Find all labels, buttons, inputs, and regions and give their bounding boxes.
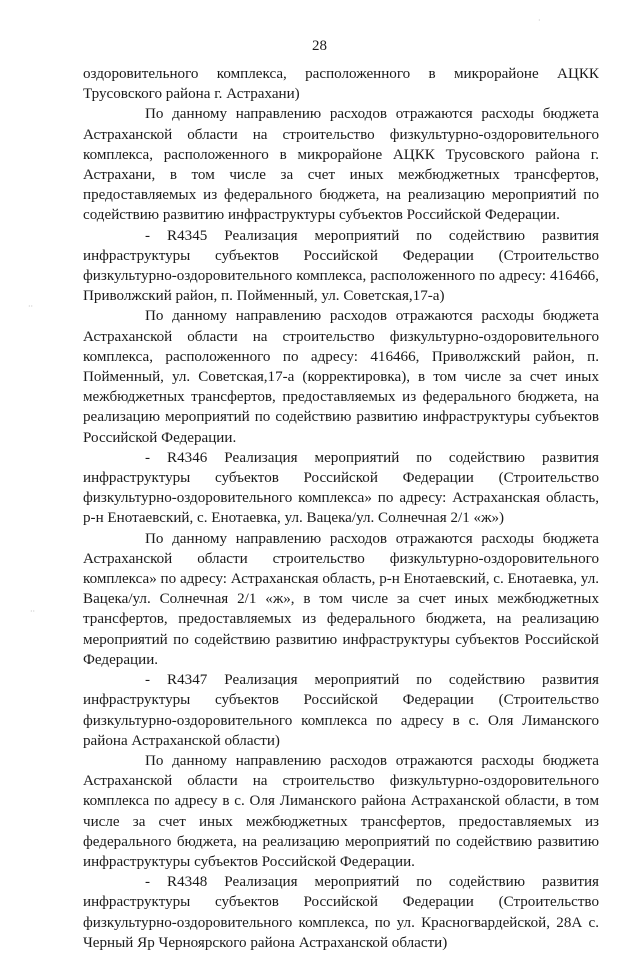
scan-artifact-mark: ·· bbox=[28, 302, 34, 311]
paragraph-description: По данному направлению расходов отражаются расходы бюджета Астраханской области на строительство физкультурно-оздоровительного комплекса, расположенного по адресу: 416466, Приволжский район, п. Пойменный, ул. Советская,17-а (корректировка), в том числе за счет иных межбюджетных трансфертов, предоставляемых из федерального бюджета, на реализацию мероприятий по содействию развитию инфраструктуры субъектов Российской Федерации. bbox=[83, 308, 599, 446]
scan-artifact-mark: ·· bbox=[30, 607, 36, 616]
scan-artifact-mark: · bbox=[538, 16, 541, 25]
page-number: 28 bbox=[312, 38, 327, 54]
paragraph-code-r4346: - R4346 Реализация мероприятий по содействию развития инфраструктуры субъектов Российской Федерации (Строительство физкультурно-оздоровительного комплекса» по адресу: Астраханская область, р-н Енотаевский, с. Енотаевка, ул. Вацека/ул. Солнечная 2/1 «ж») bbox=[83, 449, 599, 527]
document-body bbox=[83, 64, 599, 953]
paragraph-continuation: оздоровительного комплекса, расположенного в микрорайоне АЦКК Трусовского района г. Астрахани) bbox=[83, 66, 599, 103]
paragraph-description: По данному направлению расходов отражаются расходы бюджета Астраханской области на строительство физкультурно-оздоровительного комплекса, расположенного в микрорайоне АЦКК Трусовского района г. Астрахани, в том числе за счет иных межбюджетных трансфертов, предоставляемых из федерального бюджета, на реализацию мероприятий по содействию развитию инфраструктуры субъектов Российской Федерации. bbox=[83, 106, 599, 224]
paragraph-description: По данному направлению расходов отражаются расходы бюджета Астраханской области строительство физкультурно-оздоровительного комплекса» по адресу: Астраханская область, р-н Енотаевский, с. Енотаевка, ул. Вацека/ул. Солнечная 2/1 «ж», в том числе за счет иных межбюджетных трансфертов, предоставляемых из федерального бюджета, на реализацию мероприятий по содействию развитию инфраструктуры субъектов Российской Федерации. bbox=[83, 530, 599, 668]
paragraph-description: По данному направлению расходов отражаются расходы бюджета Астраханской области на строительство физкультурно-оздоровительного комплекса по адресу в с. Оля Лиманского района Астраханской области, в том числе за счет иных межбюджетных трансфертов, предоставляемых из федерального бюджета, на реализацию мероприятий по содействию развитию инфраструктуры субъектов Российской Федерации. bbox=[83, 752, 599, 870]
paragraph-code-r4345: - R4345 Реализация мероприятий по содействию развития инфраструктуры субъектов Российской Федерации (Строительство физкультурно-оздоровительного комплекса, расположенного по адресу: 416466, Приволжский район, п. Пойменный, ул. Советская,17-а) bbox=[83, 227, 599, 305]
paragraph-code-r4348: - R4348 Реализация мероприятий по содействию развития инфраструктуры субъектов Российской Федерации (Строительство физкультурно-оздоровительного комплекса, по ул. Красногвардейской, 28А с. Черный Яр Черноярского района Астраханской области) bbox=[83, 874, 599, 951]
paragraph-code-r4347: - R4347 Реализация мероприятий по содействию развития инфраструктуры субъектов Российской Федерации (Строительство физкультурно-оздоровительного комплекса по адресу в с. Оля Лиманского района Астраханской области) bbox=[83, 672, 599, 749]
